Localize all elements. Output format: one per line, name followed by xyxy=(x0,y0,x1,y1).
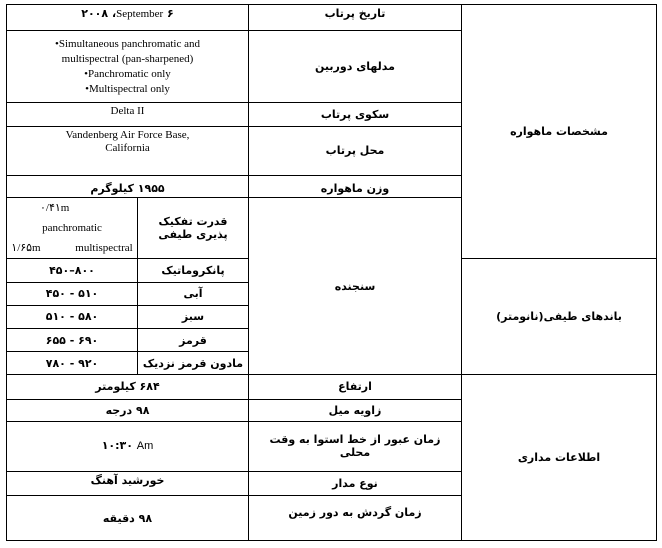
spatial-resolution-value xyxy=(7,197,138,259)
launch-site-line2: California xyxy=(105,142,150,155)
inclination-label: زاویه میل xyxy=(249,399,462,421)
equator-crossing-time: ۱۰:۳۰ xyxy=(101,439,133,453)
row-launch-date xyxy=(7,5,657,31)
band-name: سبز xyxy=(138,305,249,328)
band-range: ۶۵۵ - ۶۹۰ xyxy=(7,328,138,351)
satellite-spec-table xyxy=(6,4,657,541)
launch-date-label: تاریخ پرتاب xyxy=(249,5,462,31)
equator-crossing-unit: Am xyxy=(136,440,154,453)
band-range: ۷۸۰ - ۹۲۰ xyxy=(7,352,138,375)
spectral-bands-label: باندهای طیفی(نانومتر) xyxy=(462,259,657,375)
ms-resolution-name: multispectral xyxy=(75,242,133,255)
pan-resolution-name: panchromatic xyxy=(42,222,102,235)
band-name: قرمز xyxy=(138,328,249,351)
equator-crossing-value xyxy=(7,421,249,471)
ms-resolution: ۱/۶۵m xyxy=(11,242,41,255)
camera-models-line2: multispectral (pan-sharpened) xyxy=(61,52,194,65)
altitude-value: ۶۸۴ کیلومتر xyxy=(7,375,249,399)
launch-site-value xyxy=(7,127,249,175)
satellite-weight-value: ۱۹۵۵ کیلوگرم xyxy=(7,175,249,197)
band-range: ۴۵۰–۸۰۰ xyxy=(7,259,138,282)
orbit-period-value: ۹۸ دقیقه xyxy=(7,496,249,541)
altitude-label: ارتفاع xyxy=(249,375,462,399)
launch-vehicle-value: Delta II xyxy=(7,102,249,126)
band-range: ۵۱۰ - ۵۸۰ xyxy=(7,305,138,328)
launch-date-year: ۲۰۰۸ xyxy=(81,7,109,20)
launch-site-line1: Vandenberg Air Force Base, xyxy=(65,129,190,142)
camera-models-line4: •Multispectral only xyxy=(85,82,170,95)
launch-date-value: ۶ September، ۲۰۰۸ xyxy=(7,5,249,31)
band-name: آبی xyxy=(138,282,249,305)
row-altitude xyxy=(7,375,657,399)
orbit-type-value: خورشید آهنگ xyxy=(7,472,249,496)
satellite-weight-label: وزن ماهواره xyxy=(249,175,462,197)
equator-crossing-label: زمان عبور از خط استوا به وقت محلی xyxy=(249,421,462,471)
group-sensor: سنجنده xyxy=(249,197,462,375)
orbit-period-label: زمان گردش به دور زمین xyxy=(249,496,462,541)
group-satellite-specs: مشخصات ماهواره xyxy=(462,5,657,259)
inclination-value: ۹۸ درجه xyxy=(7,399,249,421)
camera-models-line1: •Simultaneous panchromatic and xyxy=(55,37,200,50)
band-name: مادون قرمز نزدیک xyxy=(138,352,249,375)
pan-resolution: ۰/۴۱m xyxy=(40,202,70,215)
camera-models-value xyxy=(7,31,249,103)
orbit-type-label: نوع مدار xyxy=(249,472,462,496)
launch-vehicle-label: سکوی پرتاب xyxy=(249,102,462,126)
launch-date-day: ۶ xyxy=(167,7,174,20)
launch-date-month: September xyxy=(116,8,164,20)
spatial-resolution-label: قدرت تفکیک پذیری طیفی xyxy=(138,197,249,259)
band-range: ۴۵۰ - ۵۱۰ xyxy=(7,282,138,305)
camera-models-line3: •Panchromatic only xyxy=(84,67,171,80)
group-orbit-info: اطلاعات مداری xyxy=(462,375,657,541)
camera-models-label: مدلهای دوربین xyxy=(249,31,462,103)
launch-site-label: محل پرتاب xyxy=(249,127,462,175)
band-name: پانکروماتیک xyxy=(138,259,249,282)
